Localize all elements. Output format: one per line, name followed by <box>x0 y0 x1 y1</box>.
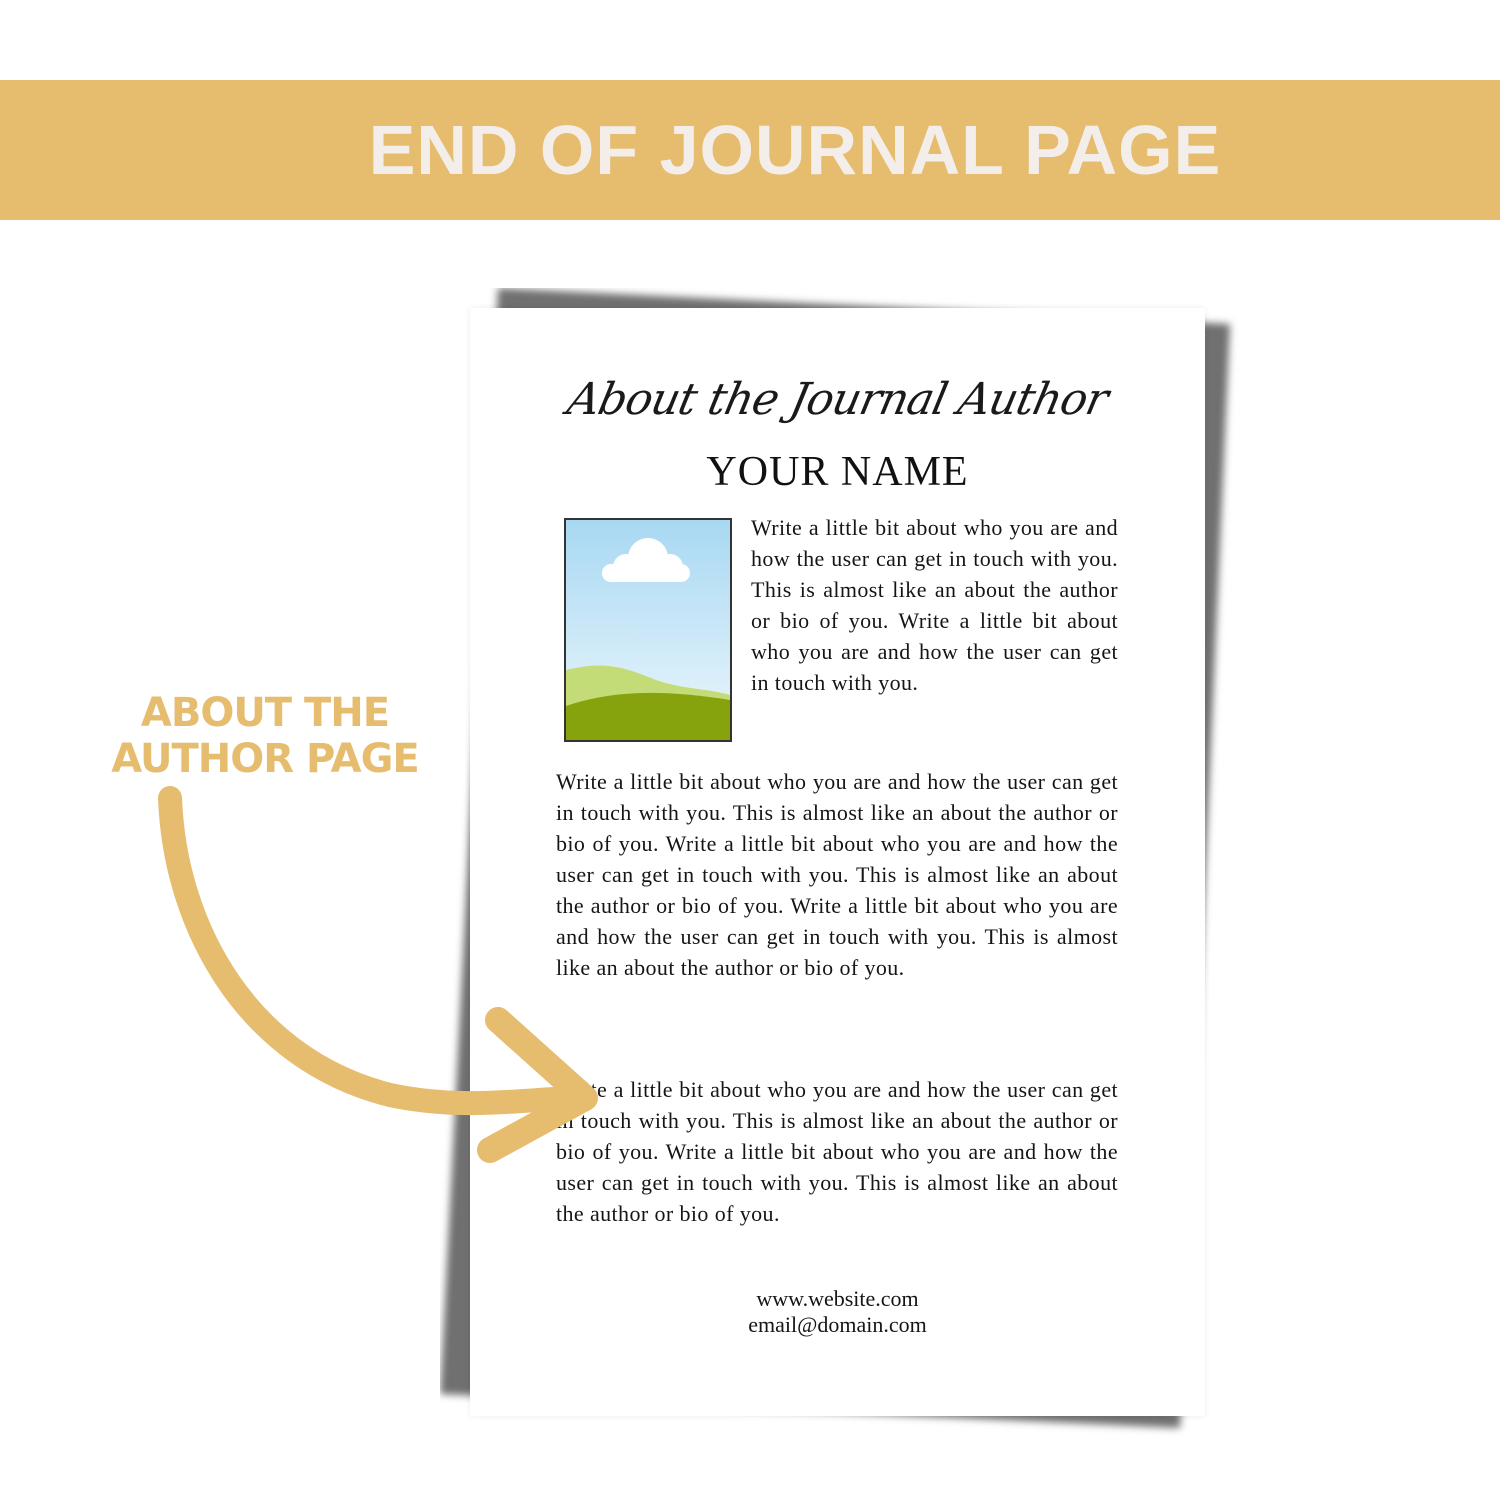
banner-title: END OF JOURNAL PAGE <box>368 111 1222 189</box>
header-banner <box>0 80 1500 220</box>
bio-paragraph-3: Write a little bit about who you are and how the user can get in touch with you. This is almost like an about the author or bio of you. Write a little bit about who you are and how the user can get in touch with you. This is almost like an about the author or bio of you. <box>556 1077 1118 1226</box>
about-author-label <box>100 690 430 782</box>
photo-placeholder <box>564 518 732 742</box>
about-author-label-line-2: AUTHOR PAGE <box>111 736 419 782</box>
bio-paragraph-2: Write a little bit about who you are and how the user can get in touch with you. This is almost like an about the author or bio of you. Write a little bit about who you are and how the user can get in touch with you. This is almost like an about the author or bio of you. Write a little bit about who you are and how the user can get in touch with you. This is almost like an about the author or bio of you. <box>556 769 1118 980</box>
landscape-placeholder-icon <box>566 520 730 740</box>
website-link[interactable]: www.website.com <box>756 1286 919 1311</box>
email-link[interactable]: email@domain.com <box>748 1312 927 1337</box>
bio-paragraph-1: Write a little bit about who you are and how the user can get in touch with you. This is almost like an about the author or bio of you. Write a little bit about who you are and how the user can get in touch with you. <box>751 515 1118 695</box>
journal-page <box>470 308 1205 1416</box>
author-name: YOUR NAME <box>706 449 969 495</box>
about-author-label-line-1: ABOUT THE <box>140 690 390 736</box>
script-title: About the Journal Author <box>562 374 1113 425</box>
